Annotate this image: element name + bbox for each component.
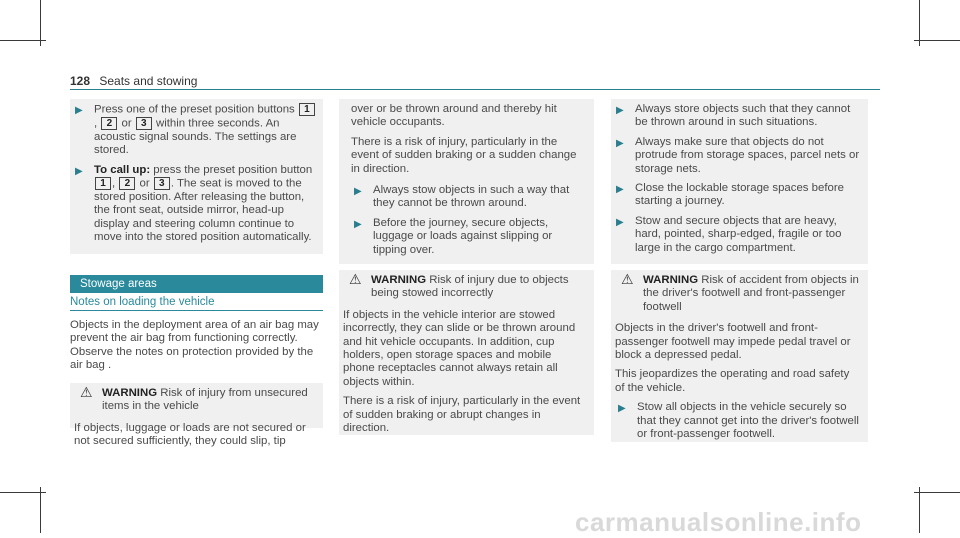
page-header [70,74,197,88]
preset-key-2: 2 [101,117,117,130]
warning-heading: ⚠ WARNING Risk of injury from unsecured items in the vehicle [80,384,308,413]
preset-key-2: 2 [119,177,135,190]
warning-icon: ⚠ [80,384,93,400]
crop-mark [40,487,41,533]
arrow-icon: ▶ [616,105,624,116]
arrow-icon: ▶ [354,218,362,230]
col3-warning-continued [611,99,868,264]
watermark: carmanualsonline.info [575,507,862,537]
notes-text: Objects in the deployment area of an air bag may prevent the air bag from functioning correctly. Observe the notes on protection provided by the air bag . [70,319,319,372]
bullet: ▶ Close the lockable storage spaces before starting a journey. [616,182,844,208]
col2-warning-continued: over or be thrown around and thereby hit vehicle occupants. There is a risk of injury, particularly in the event of sudden braking or a sudden change in direction. ▶ Always stow objects in such a way that they cannot be thrown around. ▶ Before the journey, secure objects, luggage or loads against slipping or tipping over. [339,99,594,264]
preset-key-1: 1 [95,177,111,190]
crop-mark [0,40,46,41]
arrow-icon: ▶ [618,403,626,415]
header-rule [70,89,880,90]
arrow-icon: ▶ [75,105,83,116]
col2-warning: ⚠ WARNING Risk of injury due to objects being stowed incorrectly If objects in the vehicle interior are stowed incorrectly, they can slide or be thrown around and hit vehicle occupants. In addition, cup holders, open storage spaces and mobile phone receptacles cannot always retain all objects within. There is a risk of injury, particularly in the event of sudden braking or abrupt changes in direction. [339,270,594,435]
bullet: ▶ Stow and secure objects that are heavy, hard, pointed, sharp-edged, fragile or too large in the cargo compartment. [616,214,842,254]
arrow-icon: ▶ [616,137,624,149]
warning-heading: ⚠ WARNING Risk of accident from objects in the driver's footwell and front-passenger footwell [621,271,859,313]
arrow-icon: ▶ [616,184,624,196]
bullet: ▶ Stow all objects in the vehicle securely so that they cannot get into the driver's footwell or front-passenger footwell. [618,401,859,441]
step-store: ▶ Press one of the preset position buttons 1, 2 or 3 within three seconds. An acoustic signal sounds. The settings are stored. [72,103,317,158]
section-heading: Stowage areas [70,275,323,293]
arrow-icon: ▶ [616,216,624,228]
step-call-up: ▶ To call up: press the preset position button 1 , 2 or 3 . The seat is moved to the stored position. After releasing the button, the front seat, outside mirror, head-up display and steering column continue to move into the stored position automatically. [75,163,313,244]
bullet: ▶ Before the journey, secure objects, luggage or loads against slipping or tipping over. [354,216,553,256]
col1-steps [70,99,323,254]
col1-warning [70,383,323,448]
crop-mark [914,40,960,41]
crop-mark [0,492,46,493]
warning-icon: ⚠ [349,271,362,287]
page-title: Seats and stowing [99,74,198,88]
bullet: ▶ Always stow objects in such a way that they cannot be thrown around. [354,184,570,210]
col3-warning: ⚠ WARNING Risk of accident from objects in the driver's footwell and front-passenger footwell Objects in the driver's footwell and front-passenger footwell may impede pedal travel or block a depressed pedal. This jeopardizes the operating and road safety of the vehicle. ▶ Stow all objects in the vehicle securely so that they cannot get into the driver's footwell or front-passenger footwell. [611,270,868,442]
subsection-heading: Notes on loading the vehicle [70,296,323,311]
preset-key-1: 1 [299,103,315,116]
bullet: ▶ Always store objects such that they cannot be thrown around in such situations. [616,103,851,129]
arrow-icon: ▶ [75,165,83,177]
preset-key-3: 3 [154,177,170,190]
warning-text: If objects, luggage or loads are not secured or not secured sufficiently, they could slip, tip [74,421,306,448]
warning-heading: ⚠ WARNING Risk of injury due to objects being stowed incorrectly [349,271,569,300]
arrow-icon: ▶ [354,186,362,198]
bullet: ▶ Always make sure that objects do not protrude from storage spaces, parcel nets or storage nets. [616,135,860,175]
crop-mark [914,492,960,493]
crop-mark [919,487,920,533]
preset-key-3: 3 [136,117,152,130]
col1-notes [70,319,323,379]
warning-icon: ⚠ [621,271,634,287]
page-number: 128 [70,74,91,88]
